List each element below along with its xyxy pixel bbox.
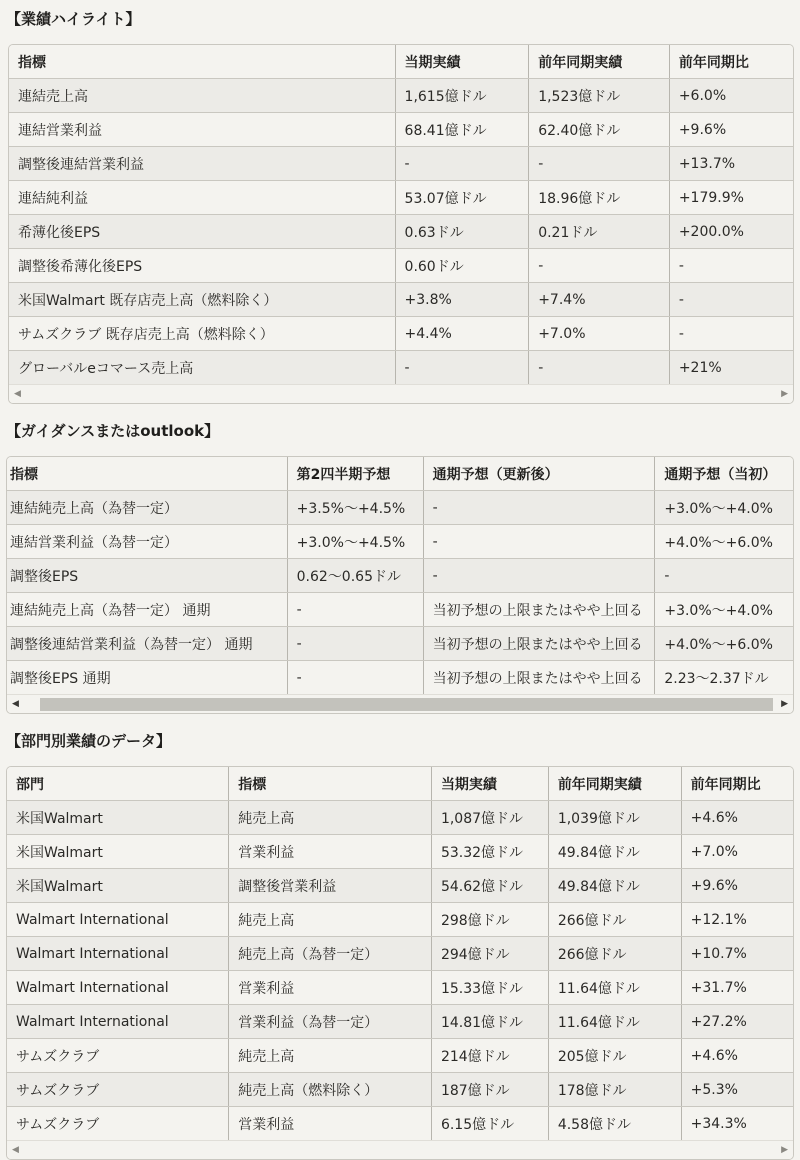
cell-current: 294億ドル: [431, 937, 548, 971]
table-row: [9, 215, 793, 249]
cell-metric: 調整後EPS: [7, 559, 287, 593]
cell-prior: -: [529, 147, 670, 181]
cell-yoy: +12.1%: [681, 903, 793, 937]
cell-metric: 純売上高: [229, 801, 432, 835]
cell-yoy: +179.9%: [669, 181, 793, 215]
table-row: [7, 869, 793, 903]
scroll-right-arrow-icon[interactable]: ▶: [781, 699, 788, 709]
cell-yoy: +4.6%: [681, 801, 793, 835]
cell-prior: +7.0%: [529, 317, 670, 351]
table-row: [9, 351, 793, 385]
column-header: 第2四半期予想: [287, 457, 423, 491]
section-title-highlights: 【業績ハイライト】: [6, 10, 141, 28]
cell-segment: Walmart International: [7, 903, 229, 937]
horizontal-scrollbar[interactable]: [9, 384, 793, 403]
cell-q2: +3.5%〜+4.5%: [287, 491, 423, 525]
table-row: [7, 627, 793, 661]
segments-table-container: [6, 766, 794, 1160]
cell-metric: サムズクラブ 既存店売上高（燃料除く）: [9, 317, 395, 351]
table-row: [9, 113, 793, 147]
cell-fy-updated: 当初予想の上限またはやや上回る: [423, 627, 655, 661]
cell-yoy: +27.2%: [681, 1005, 793, 1039]
cell-yoy: +9.6%: [681, 869, 793, 903]
scroll-right-arrow-icon[interactable]: ▶: [781, 389, 788, 399]
cell-current: +3.8%: [395, 283, 529, 317]
cell-prior: 11.64億ドル: [548, 971, 681, 1005]
cell-yoy: +21%: [669, 351, 793, 385]
cell-metric: 連結営業利益: [9, 113, 395, 147]
cell-metric: 純売上高（燃料除く）: [229, 1073, 432, 1107]
cell-current: 187億ドル: [431, 1073, 548, 1107]
cell-metric: 営業利益: [229, 1107, 432, 1141]
scroll-left-arrow-icon[interactable]: ◀: [14, 389, 21, 399]
cell-fy-initial: +3.0%〜+4.0%: [655, 593, 793, 627]
cell-current: 6.15億ドル: [431, 1107, 548, 1141]
cell-metric: 連結営業利益（為替一定）: [7, 525, 287, 559]
cell-fy-initial: 2.23〜2.37ドル: [655, 661, 793, 695]
table-row: [7, 835, 793, 869]
table-header-row: [7, 457, 793, 491]
table-row: [7, 593, 793, 627]
cell-fy-updated: -: [423, 491, 655, 525]
cell-yoy: +34.3%: [681, 1107, 793, 1141]
column-header: 指標: [9, 45, 395, 79]
cell-segment: サムズクラブ: [7, 1039, 229, 1073]
highlights-table-container: [8, 44, 794, 404]
table-row: [7, 903, 793, 937]
table-row: [7, 559, 793, 593]
cell-yoy: +7.0%: [681, 835, 793, 869]
column-header: 当期実績: [431, 767, 548, 801]
table-row: [9, 283, 793, 317]
segments-table: [7, 767, 793, 1140]
table-row: [9, 249, 793, 283]
cell-q2: -: [287, 593, 423, 627]
cell-current: 0.63ドル: [395, 215, 529, 249]
cell-q2: 0.62〜0.65ドル: [287, 559, 423, 593]
cell-current: 0.60ドル: [395, 249, 529, 283]
cell-fy-updated: -: [423, 559, 655, 593]
scroll-right-arrow-icon[interactable]: ▶: [781, 1145, 788, 1155]
cell-yoy: +200.0%: [669, 215, 793, 249]
column-header: 前年同期実績: [548, 767, 681, 801]
cell-metric: 営業利益: [229, 971, 432, 1005]
cell-current: -: [395, 351, 529, 385]
cell-current: 298億ドル: [431, 903, 548, 937]
scroll-left-arrow-icon[interactable]: ◀: [12, 1145, 19, 1155]
cell-metric: グローバルeコマース売上高: [9, 351, 395, 385]
table-row: [7, 937, 793, 971]
cell-q2: -: [287, 661, 423, 695]
cell-metric: 米国Walmart 既存店売上高（燃料除く）: [9, 283, 395, 317]
cell-prior: 0.21ドル: [529, 215, 670, 249]
column-header: 当期実績: [395, 45, 529, 79]
cell-current: -: [395, 147, 529, 181]
cell-prior: 266億ドル: [548, 937, 681, 971]
cell-segment: 米国Walmart: [7, 801, 229, 835]
cell-fy-updated: -: [423, 525, 655, 559]
cell-current: 54.62億ドル: [431, 869, 548, 903]
table-row: [7, 525, 793, 559]
guidance-table: [7, 457, 793, 694]
cell-yoy: +13.7%: [669, 147, 793, 181]
cell-yoy: +31.7%: [681, 971, 793, 1005]
cell-fy-initial: +4.0%〜+6.0%: [655, 525, 793, 559]
table-row: [7, 971, 793, 1005]
column-header: 指標: [7, 457, 287, 491]
table-row: [7, 491, 793, 525]
table-row: [7, 661, 793, 695]
cell-prior: +7.4%: [529, 283, 670, 317]
cell-segment: Walmart International: [7, 971, 229, 1005]
column-header: 通期予想（当初）: [655, 457, 793, 491]
cell-prior: 49.84億ドル: [548, 835, 681, 869]
highlights-table: [9, 45, 793, 384]
scrollbar-thumb[interactable]: [40, 698, 773, 711]
cell-yoy: +10.7%: [681, 937, 793, 971]
cell-yoy: -: [669, 317, 793, 351]
cell-segment: 米国Walmart: [7, 835, 229, 869]
cell-yoy: +4.6%: [681, 1039, 793, 1073]
cell-prior: 1,523億ドル: [529, 79, 670, 113]
cell-metric: 純売上高（為替一定）: [229, 937, 432, 971]
cell-metric: 調整後希薄化後EPS: [9, 249, 395, 283]
cell-current: 214億ドル: [431, 1039, 548, 1073]
cell-metric: 営業利益: [229, 835, 432, 869]
cell-prior: 4.58億ドル: [548, 1107, 681, 1141]
cell-current: 53.32億ドル: [431, 835, 548, 869]
cell-current: 15.33億ドル: [431, 971, 548, 1005]
table-row: [7, 1039, 793, 1073]
cell-q2: -: [287, 627, 423, 661]
column-header: 指標: [229, 767, 432, 801]
table-row: [7, 1107, 793, 1141]
cell-prior: 11.64億ドル: [548, 1005, 681, 1039]
table-row: [9, 79, 793, 113]
cell-metric: 営業利益（為替一定）: [229, 1005, 432, 1039]
cell-metric: 連結純利益: [9, 181, 395, 215]
table-row: [9, 181, 793, 215]
cell-metric: 連結純売上高（為替一定） 通期: [7, 593, 287, 627]
cell-yoy: +6.0%: [669, 79, 793, 113]
cell-metric: 調整後EPS 通期: [7, 661, 287, 695]
cell-fy-updated: 当初予想の上限またはやや上回る: [423, 661, 655, 695]
table-row: [9, 147, 793, 181]
cell-prior: 1,039億ドル: [548, 801, 681, 835]
cell-metric: 希薄化後EPS: [9, 215, 395, 249]
cell-segment: サムズクラブ: [7, 1073, 229, 1107]
cell-prior: 18.96億ドル: [529, 181, 670, 215]
cell-segment: Walmart International: [7, 937, 229, 971]
cell-prior: 266億ドル: [548, 903, 681, 937]
cell-fy-initial: +3.0%〜+4.0%: [655, 491, 793, 525]
cell-prior: -: [529, 351, 670, 385]
cell-fy-initial: +4.0%〜+6.0%: [655, 627, 793, 661]
horizontal-scrollbar[interactable]: [7, 1140, 793, 1159]
cell-segment: サムズクラブ: [7, 1107, 229, 1141]
guidance-table-container: [6, 456, 794, 714]
table-row: [7, 801, 793, 835]
cell-metric: 調整後営業利益: [229, 869, 432, 903]
table-row: [7, 1073, 793, 1107]
column-header: 前年同期比: [681, 767, 793, 801]
table-row: [9, 317, 793, 351]
cell-current: 53.07億ドル: [395, 181, 529, 215]
cell-prior: 62.40億ドル: [529, 113, 670, 147]
cell-prior: 178億ドル: [548, 1073, 681, 1107]
cell-segment: 米国Walmart: [7, 869, 229, 903]
table-header-row: [7, 767, 793, 801]
cell-yoy: -: [669, 283, 793, 317]
section-title-guidance: 【ガイダンスまたはoutlook】: [6, 422, 220, 440]
cell-prior: 49.84億ドル: [548, 869, 681, 903]
column-header: 通期予想（更新後）: [423, 457, 655, 491]
cell-segment: Walmart International: [7, 1005, 229, 1039]
cell-q2: +3.0%〜+4.5%: [287, 525, 423, 559]
column-header: 前年同期比: [669, 45, 793, 79]
cell-yoy: +9.6%: [669, 113, 793, 147]
cell-prior: -: [529, 249, 670, 283]
table-row: [7, 1005, 793, 1039]
cell-metric: 連結売上高: [9, 79, 395, 113]
cell-metric: 調整後連結営業利益（為替一定） 通期: [7, 627, 287, 661]
cell-yoy: +5.3%: [681, 1073, 793, 1107]
cell-current: 1,087億ドル: [431, 801, 548, 835]
cell-prior: 205億ドル: [548, 1039, 681, 1073]
cell-current: 68.41億ドル: [395, 113, 529, 147]
scroll-left-arrow-icon[interactable]: ◀: [12, 699, 19, 709]
table-header-row: [9, 45, 793, 79]
cell-metric: 調整後連結営業利益: [9, 147, 395, 181]
horizontal-scrollbar[interactable]: [7, 694, 793, 713]
column-header: 前年同期実績: [529, 45, 670, 79]
cell-fy-updated: 当初予想の上限またはやや上回る: [423, 593, 655, 627]
cell-current: 14.81億ドル: [431, 1005, 548, 1039]
cell-current: 1,615億ドル: [395, 79, 529, 113]
cell-fy-initial: -: [655, 559, 793, 593]
cell-metric: 純売上高: [229, 903, 432, 937]
cell-metric: 連結純売上高（為替一定）: [7, 491, 287, 525]
cell-metric: 純売上高: [229, 1039, 432, 1073]
column-header: 部門: [7, 767, 229, 801]
section-title-segments: 【部門別業績のデータ】: [6, 732, 172, 750]
cell-current: +4.4%: [395, 317, 529, 351]
cell-yoy: -: [669, 249, 793, 283]
